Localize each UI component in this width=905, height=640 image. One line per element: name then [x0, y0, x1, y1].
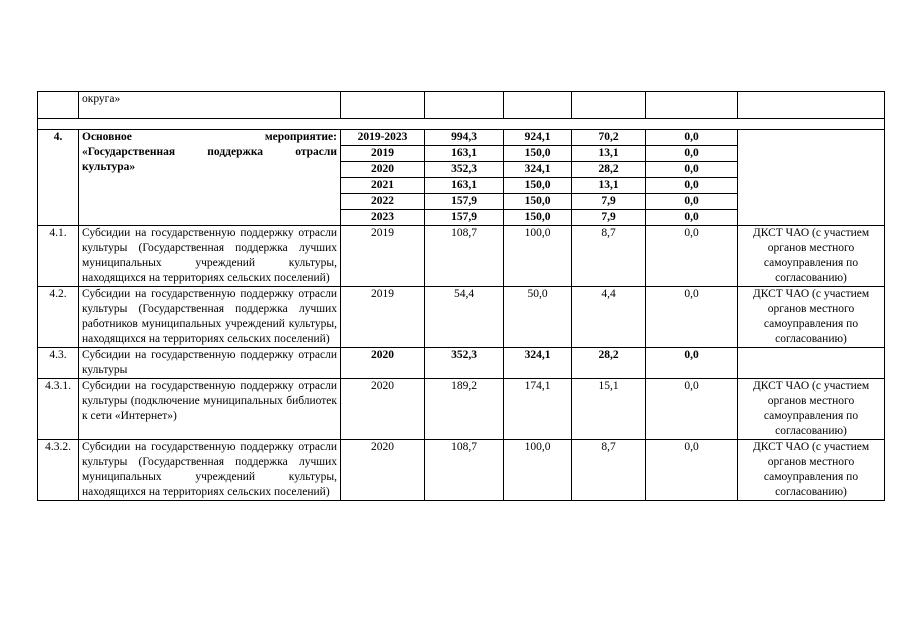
cell-num: 4.3. — [38, 348, 79, 379]
main-event-line-2: «Государственная поддержка отрасли — [82, 146, 337, 158]
cell-num: 4.3.2. — [38, 440, 79, 501]
cell-num: 4.3.1. — [38, 379, 79, 440]
cell-total: 54,4 — [425, 287, 504, 348]
cell-resp — [738, 130, 885, 226]
table-row-4 — [38, 130, 885, 146]
cell-num: 4. — [38, 130, 79, 226]
cell-regional: 28,2 — [572, 162, 646, 178]
cell-name: Субсидии на государственную поддержку отрасли культуры (Государственная поддержка лучших работников муниципальных учреждений культуры, находящихся на территориях сельских поселений) — [79, 287, 341, 348]
table-row-4-3-1 — [38, 379, 885, 440]
cell-local: 0,0 — [646, 440, 738, 501]
cell-federal: 150,0 — [504, 210, 572, 226]
cell-regional: 13,1 — [572, 178, 646, 194]
cell-year: 2020 — [341, 440, 425, 501]
cell-name: Субсидии на государственную поддержку отрасли культуры (Государственная поддержка лучших муниципальных учреждений культуры, находящихся на территориях сельских поселений) — [79, 440, 341, 501]
cell-local: 0,0 — [646, 194, 738, 210]
cell-local: 0,0 — [646, 348, 738, 379]
cell-resp: ДКСТ ЧАО (с участием органов местного самоуправления по согласованию) — [738, 226, 885, 287]
cell-num: 4.1. — [38, 226, 79, 287]
cell-federal: 150,0 — [504, 194, 572, 210]
cell-year: 2020 — [341, 379, 425, 440]
cell-total: 163,1 — [425, 178, 504, 194]
table-row-4-3-2 — [38, 440, 885, 501]
cell-total: 352,3 — [425, 348, 504, 379]
cell-resp: ДКСТ ЧАО (с участием органов местного самоуправления по согласованию) — [738, 379, 885, 440]
cell-name: округа» — [79, 92, 341, 119]
cell-regional: 8,7 — [572, 226, 646, 287]
cell-total: 352,3 — [425, 162, 504, 178]
cell-federal: 150,0 — [504, 146, 572, 162]
cell-year: 2021 — [341, 178, 425, 194]
cell-local: 0,0 — [646, 287, 738, 348]
cell-total: 189,2 — [425, 379, 504, 440]
cell-regional: 13,1 — [572, 146, 646, 162]
cell-year: 2023 — [341, 210, 425, 226]
cell-num: 4.2. — [38, 287, 79, 348]
table-gap-row — [38, 119, 885, 130]
cell-regional: 8,7 — [572, 440, 646, 501]
cell-name — [79, 130, 341, 226]
cell-year: 2019 — [341, 287, 425, 348]
cell-resp: ДКСТ ЧАО (с участием органов местного самоуправления по согласованию) — [738, 440, 885, 501]
cell-regional: 70,2 — [572, 130, 646, 146]
cell-regional: 4,4 — [572, 287, 646, 348]
cell-name: Субсидии на государственную поддержку отрасли культуры (Государственная поддержка лучших муниципальных учреждений культуры, находящихся на территориях сельских поселений) — [79, 226, 341, 287]
cell-federal: 324,1 — [504, 348, 572, 379]
cell-federal: 174,1 — [504, 379, 572, 440]
table-row-4-2 — [38, 287, 885, 348]
cell-local: 0,0 — [646, 130, 738, 146]
cell-local: 0,0 — [646, 379, 738, 440]
cell-resp: ДКСТ ЧАО (с участием органов местного самоуправления по согласованию) — [738, 287, 885, 348]
cell-federal: 100,0 — [504, 440, 572, 501]
cell-regional: 7,9 — [572, 210, 646, 226]
cell-year: 2020 — [341, 348, 425, 379]
cell-total: 163,1 — [425, 146, 504, 162]
cell-local: 0,0 — [646, 226, 738, 287]
program-table — [37, 91, 885, 501]
main-event-word-1: Основное — [82, 131, 132, 143]
cell-federal: 150,0 — [504, 178, 572, 194]
table-row-4-3 — [38, 348, 885, 379]
cell-regional: 15,1 — [572, 379, 646, 440]
cell-total: 994,3 — [425, 130, 504, 146]
cell-total: 108,7 — [425, 226, 504, 287]
cell-local: 0,0 — [646, 146, 738, 162]
cell-year: 2019-2023 — [341, 130, 425, 146]
cell-federal: 924,1 — [504, 130, 572, 146]
cell-local: 0,0 — [646, 210, 738, 226]
cell-num — [38, 92, 79, 119]
cell-regional: 7,9 — [572, 194, 646, 210]
cell-year: 2019 — [341, 146, 425, 162]
cell-resp — [738, 348, 885, 379]
cell-federal: 324,1 — [504, 162, 572, 178]
cell-name: Субсидии на государственную поддержку отрасли культуры — [79, 348, 341, 379]
cell-year: 2020 — [341, 162, 425, 178]
cell-name: Субсидии на государственную поддержку отрасли культуры (подключение муниципальных библиотек к сети «Интернет») — [79, 379, 341, 440]
cell-federal: 50,0 — [504, 287, 572, 348]
cell-year: 2022 — [341, 194, 425, 210]
cell-year: 2019 — [341, 226, 425, 287]
table-row-4-1 — [38, 226, 885, 287]
cell-total: 108,7 — [425, 440, 504, 501]
table-row-top — [38, 92, 885, 119]
cell-federal: 100,0 — [504, 226, 572, 287]
cell-regional: 28,2 — [572, 348, 646, 379]
main-event-word-2: мероприятие: — [264, 131, 337, 143]
cell-total: 157,9 — [425, 194, 504, 210]
cell-local: 0,0 — [646, 178, 738, 194]
cell-total: 157,9 — [425, 210, 504, 226]
cell-local: 0,0 — [646, 162, 738, 178]
main-event-line-3: культура» — [82, 161, 136, 173]
